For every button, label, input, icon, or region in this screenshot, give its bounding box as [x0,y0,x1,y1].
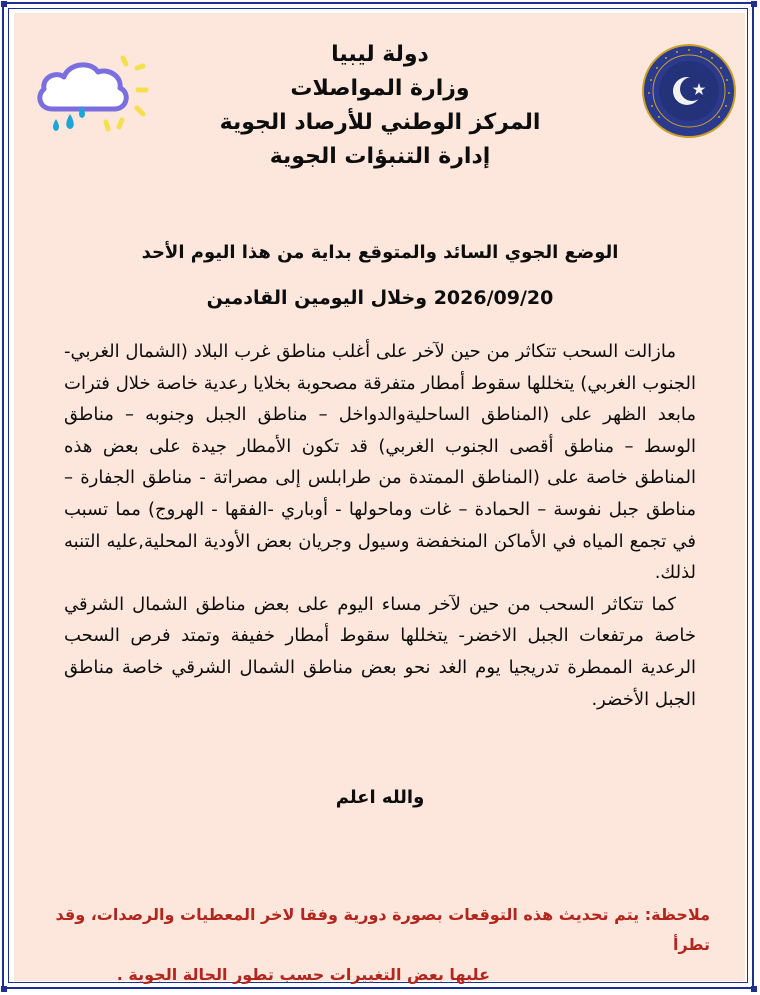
header-state-name: دولة ليبيا [331,42,429,67]
border-corner [751,1,757,7]
report-paragraph-2: كما تتكاثر السحب من حين لآخر مساء اليوم على بعض مناطق الشمال الشرقي خاصة مرتفعات الجبل الاخضر- يتخللها سقوط أمطار خفيفة وتمتد فرص السحب الرعدية الممطرة تدريجيا يوم الغد نحو بعض مناطق الشمال الشرقي خاصة مناطق الجبل الأخضر. [64,593,696,710]
border-corner [1,1,7,7]
update-note-line-2: عليها بعض التغييرات حسب تطور الحالة الجوية . [116,965,490,984]
report-body [64,336,696,715]
header-department-name: إدارة التنبؤات الجوية [269,144,491,169]
header-ministry-name: وزارة المواصلات [290,76,470,101]
report-paragraph-1: مازالت السحب تتكاثر من حين لآخر على أغلب مناطق غرب البلاد (الشمال الغربي-الجنوب الغربي) يتخللها سقوط أمطار متفرقة مصحوبة بخلايا رعدية خاصة خلال فترات مابعد الظهر على (المناطق الساحليةوالدواخل – مناطق الجبل وجنوبه – مناطق الوسط – مناطق أقصى الجنوب الغربي) قد تكون الأمطار جيدة على بعض هذه المناطق خاصة على (المناطق الممتدة من طرابلس إلى مصراتة - مناطق الجفارة – مناطق جبل نفوسة – الحمادة – غات وماحولها - أوباري -الفقها - الهروج) مما تسبب في تجمع المياه في الأماكن المنخفضة وسيول وجريان بعض الأودية المحلية,عليه التنبه لذلك. [64,341,696,584]
border-corner [1,986,7,992]
document-header [0,38,760,174]
report-closing: والله اعلم [335,787,425,808]
report-title: الوضع الجوي السائد والمتوقع بداية من هذا اليوم الأحد [141,242,619,263]
update-note [50,900,710,990]
header-center-name: المركز الوطني للأرصاد الجوية [219,110,541,135]
report-date-subtitle: 2026/09/20 وخلال اليومين القادمين [206,287,554,309]
update-note-line-1: ملاحظة: يتم تحديث هذه التوقعات بصورة دورية وفقا لاخر المعطيات والرصدات، وقد تطرأ [55,905,710,954]
border-corner [751,986,757,992]
